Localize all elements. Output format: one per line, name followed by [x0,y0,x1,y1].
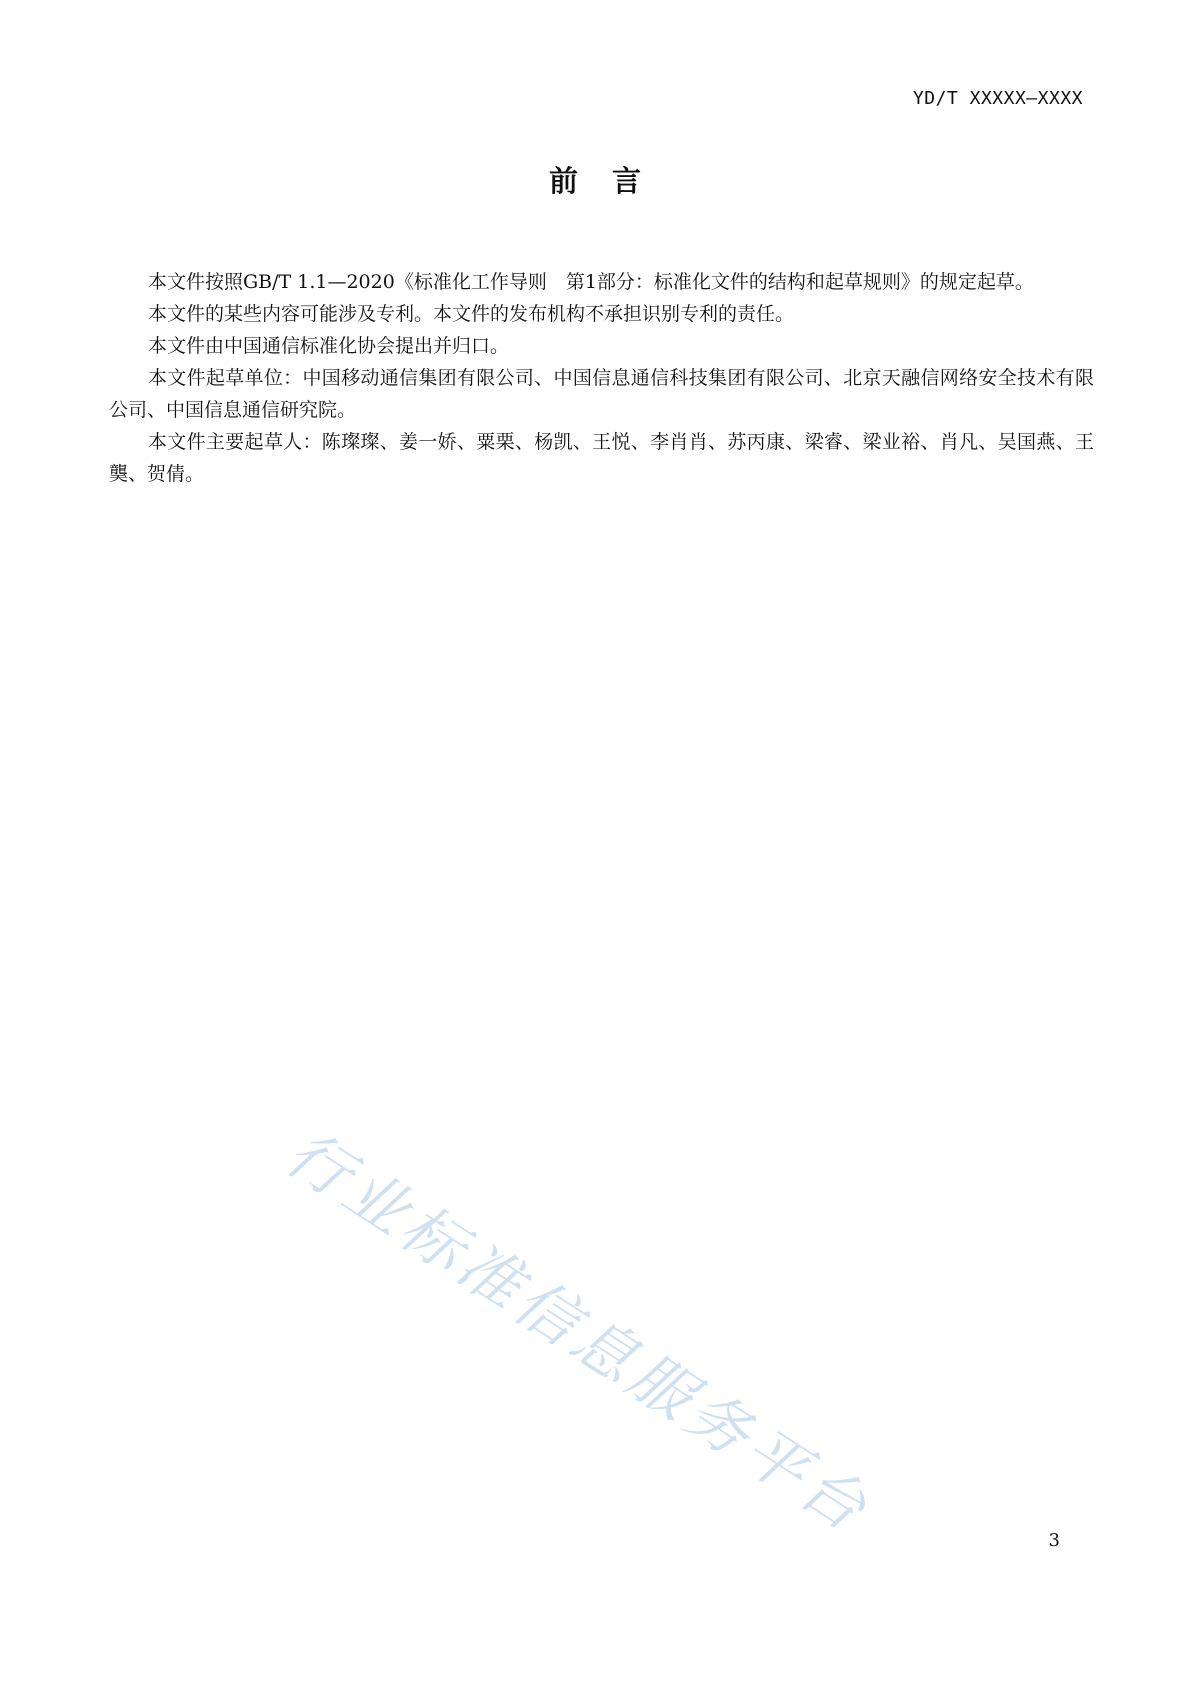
paragraph-drafting-rules: 本文件按照GB/T 1.1—2020《标准化工作导则 第1部分：标准化文件的结构和起草规则》的规定起草。 [148,271,1034,293]
paragraph-drafters: 本文件主要起草人：陈璨璨、姜一娇、粟栗、杨凯、王悦、李肖肖、苏丙康、梁睿、梁业裕、肖凡、吴国燕、王龑、贺倩。 [109,431,1094,485]
page-title: 前言 [548,164,675,198]
paragraph-proposer: 本文件由中国通信标准化协会提出并归口。 [148,335,510,357]
paragraph-patent-notice: 本文件的某些内容可能涉及专利。本文件的发布机构不承担识别专利的责任。 [148,303,795,325]
paragraph-drafting-units: 本文件起草单位：中国移动通信集团有限公司、中国信息通信科技集团有限公司、北京天融信网络安全技术有限公司、中国信息通信研究院。 [109,367,1094,421]
watermark: 行业标准信息服务平台 [273,1116,884,1548]
document-code: YD/T XXXXX—XXXX [912,88,1083,109]
foreword-body [109,266,1094,490]
page-number: 3 [1048,1530,1060,1551]
